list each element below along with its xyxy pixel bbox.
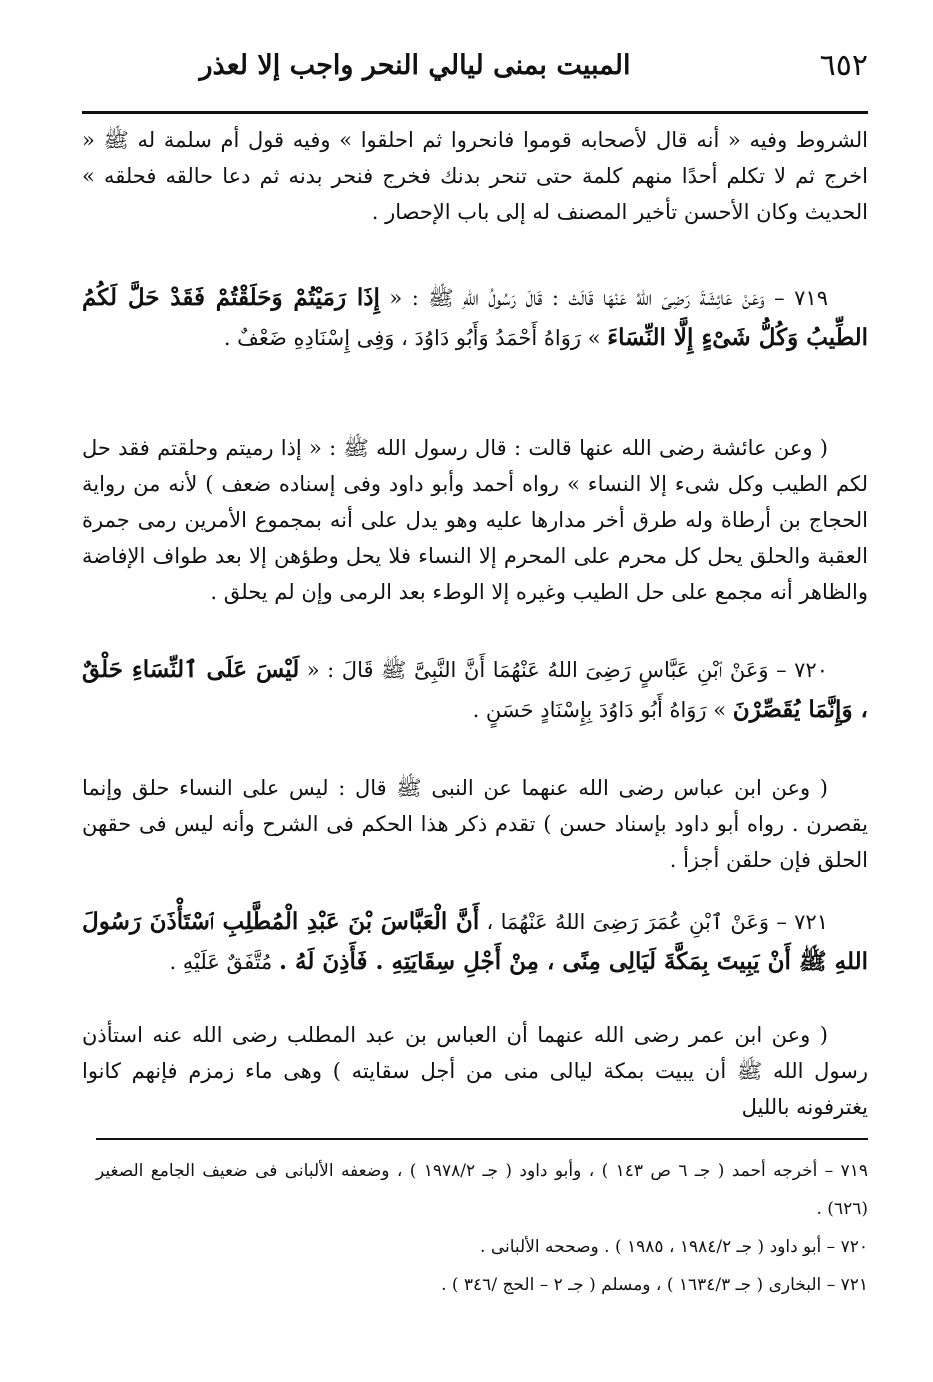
- header-rule: [82, 111, 868, 114]
- footnote-720: ٧٢٠ – أبو داود ( جـ ١٩٨٤/٢ ، ١٩٨٥ ) . وصححه الألبانى .: [480, 1237, 868, 1257]
- hadith-721-matn: أَنَّ الْعَبَّاسَ بْنَ عَبْدِ الْمُطَّلِبِ ٱسْتَأْذَنَ رَسُولَ اللهِ ﷺ أَنْ يَبِيتَ بِمَكَّةَ لَيَالِى مِنًى ، مِنْ أَجْلِ سِقَايَتِهِ . فَأَذِنَ لَهُ .: [82, 908, 868, 975]
- hadith-719: [82, 278, 868, 358]
- intro-paragraph: الشروط وفيه « أنه قال لأصحابه قوموا فانحروا ثم احلقوا » وفيه قول أم سلمة له ﷺ « اخرج ثم لا تكلم أحدًا منهم كلمة حتى تنحر بدنك فخرج فنحر بدنه ثم دعا حالقه فحلقه » الحديث وكان الأحسن تأخير المصنف له إلى باب الإحصار .: [82, 128, 868, 224]
- hadith-721: [82, 902, 868, 982]
- hadith-721-prefix: ٧٢١ – وَعَنْ ٱبْنِ عُمَرَ رَضِىَ اللهُ عَنْهُمَا ،: [486, 910, 828, 934]
- hadith-719-matn: إِذَا رَمَيْتُمْ وَحَلَقْتُمْ فَقَدْ حَلَّ لَكُمُ الطِّيبُ وَكُلُّ شَىْءٍ إِلَّا النِّسَاءَ: [82, 284, 868, 351]
- hadith-720-matn: لَيْسَ عَلَى ٱلنِّسَاءِ حَلْقٌ ، وَإِنَّمَا يُقَصِّرْنَ: [82, 656, 868, 723]
- hadith-719-prefix: ٧١٩ – وَعَنْ عَائِشَةَ رَضِىَ اللهُ عَنْهَا قَالَتْ : قَالَ رَسُولُ اللهِ ﷺ : «: [389, 286, 828, 310]
- hadith-720-prefix: ٧٢٠ – وَعَنْ ٱبْنِ عَبَّاسٍ رَضِىَ اللهُ عَنْهُمَا أَنَّ النَّبِىَّ ﷺ قَالَ : «: [306, 658, 828, 682]
- hadith-721-suffix: مُتَّفَقٌ عَلَيْهِ .: [169, 950, 273, 974]
- running-title: المبيت بمنى ليالي النحر واجب إلا لعذر: [199, 50, 631, 81]
- commentary-721: ( وعن ابن عمر رضى الله عنهما أن العباس بن عبد المطلب رضى الله عنه استأذن رسول الله ﷺ أن يبيت بمكة ليالى منى من أجل سقايته ) وهى ماء زمزم فإنهم كانوا يغترفونه بالليل: [82, 1023, 868, 1119]
- commentary-719: ( وعن عائشة رضى الله عنها قالت : قال رسول الله ﷺ : « إذا رميتم وحلقتم فقد حل لكم الطيب وكل شىء إلا النساء » رواه أحمد وأبو داود وفى إسناده ضعف ) لأنه من رواية الحجاج بن أرطاة وله طرق أخر مدارها عليه وهو يدل على أنه بمجموع الأمرين رمى جمرة العقبة والحلق يحل كل محرم على المحرم إلا النساء فلا يحل وطؤهن إلا بعد طواف الإفاضة والظاهر أنه مجمع على حل الطيب وغيره إلا الوطء بعد الرمى وإن لم يحلق .: [82, 436, 868, 604]
- footnotes: [96, 1152, 868, 1304]
- hadith-719-suffix: » رَوَاهُ أَحْمَدُ وَأَبُو دَاوُدَ ، وَفِى إِسْنَادِهِ ضَعْفٌ .: [223, 326, 601, 350]
- footnote-719: ٧١٩ – أخرجه أحمد ( جـ ٦ ص ١٤٣ ) ، وأبو داود ( جـ ١٩٧٨/٢ ) ، وضعفه الألبانى فى ضعيف الجامع الصغير (٦٢٦) .: [96, 1161, 868, 1219]
- page-number: ٦٥٢: [819, 48, 868, 83]
- page-header: [82, 42, 868, 102]
- hadith-720-suffix: » رَوَاهُ أَبُو دَاوُدَ بِإِسْنَادٍ حَسَنٍ .: [472, 698, 727, 722]
- hadith-720: [82, 650, 868, 730]
- footnote-721: ٧٢١ – البخارى ( جـ ١٦٣٤/٣ ) ، ومسلم ( جـ ٢ – الحج /٣٤٦ ) .: [441, 1275, 868, 1295]
- commentary-720: ( وعن ابن عباس رضى الله عنهما عن النبى ﷺ قال : ليس على النساء حلق وإنما يقصرن . رواه أبو داود بإسناد حسن ) تقدم ذكر هذا الحكم فى الشرح وأنه ليس فى حقهن الحلق فإن حلقن أجزأ .: [82, 776, 868, 872]
- footnote-rule: [96, 1138, 868, 1140]
